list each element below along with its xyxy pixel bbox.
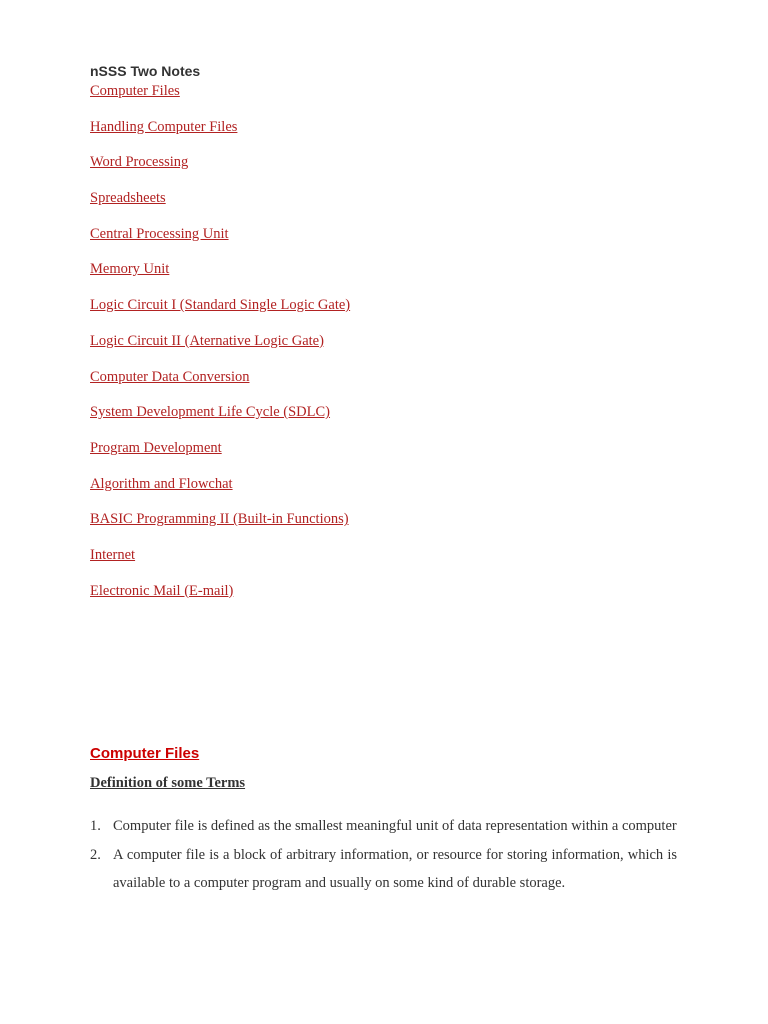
toc-item [90, 259, 350, 295]
definitions-list [90, 812, 677, 898]
toc-item [90, 117, 350, 153]
toc-link-computer-files[interactable]: Computer Files [90, 83, 180, 99]
toc-link-computer-data-conversion[interactable]: Computer Data Conversion [90, 368, 250, 385]
toc-link-electronic-mail[interactable]: Electronic Mail (E-mail) [90, 582, 234, 599]
toc-link-basic-programming-ii[interactable]: BASIC Programming II (Built-in Functions) [90, 511, 349, 528]
definition-text: A computer file is a block of arbitrary information, or resource for storing information, which is available to a computer program and usually on some kind of durable storage. [113, 847, 677, 891]
definition-number: 2. [90, 847, 101, 863]
toc-item [90, 188, 350, 224]
toc-link-logic-circuit-i[interactable]: Logic Circuit I (Standard Single Logic Gate) [90, 297, 351, 314]
toc-item [90, 331, 350, 367]
toc-link-internet[interactable]: Internet [90, 546, 136, 563]
toc-item [90, 81, 350, 117]
toc-link-spreadsheets[interactable]: Spreadsheets [90, 190, 166, 207]
toc-item [90, 581, 350, 617]
section-heading: Computer Files [90, 745, 200, 762]
toc-link-algorithm-and-flowchat[interactable]: Algorithm and Flowchat [90, 475, 233, 492]
toc-item [90, 367, 350, 403]
toc-item [90, 438, 350, 474]
toc-link-word-processing[interactable]: Word Processing [90, 154, 189, 171]
definition-text: Computer file is defined as the smallest meaningful unit of data representation within a computer [113, 818, 677, 834]
toc-item [90, 509, 350, 545]
toc-item [90, 545, 350, 581]
toc-link-logic-circuit-ii[interactable]: Logic Circuit II (Aternative Logic Gate) [90, 332, 324, 349]
definition-item [90, 812, 677, 840]
toc-link-sdlc[interactable]: System Development Life Cycle (SDLC) [90, 404, 331, 421]
table-of-contents [90, 81, 350, 616]
document-title: nSSS Two Notes [90, 63, 201, 79]
toc-link-handling-computer-files[interactable]: Handling Computer Files [90, 118, 238, 135]
toc-item [90, 295, 350, 331]
toc-item [90, 402, 350, 438]
definition-number: 1. [90, 818, 101, 834]
toc-item [90, 474, 350, 510]
toc-link-program-development[interactable]: Program Development [90, 439, 222, 456]
toc-link-central-processing-unit[interactable]: Central Processing Unit [90, 225, 229, 242]
toc-item [90, 224, 350, 260]
toc-item [90, 152, 350, 188]
toc-link-memory-unit[interactable]: Memory Unit [90, 261, 170, 278]
definition-item [90, 841, 677, 897]
section-subheading: Definition of some Terms [90, 775, 246, 791]
